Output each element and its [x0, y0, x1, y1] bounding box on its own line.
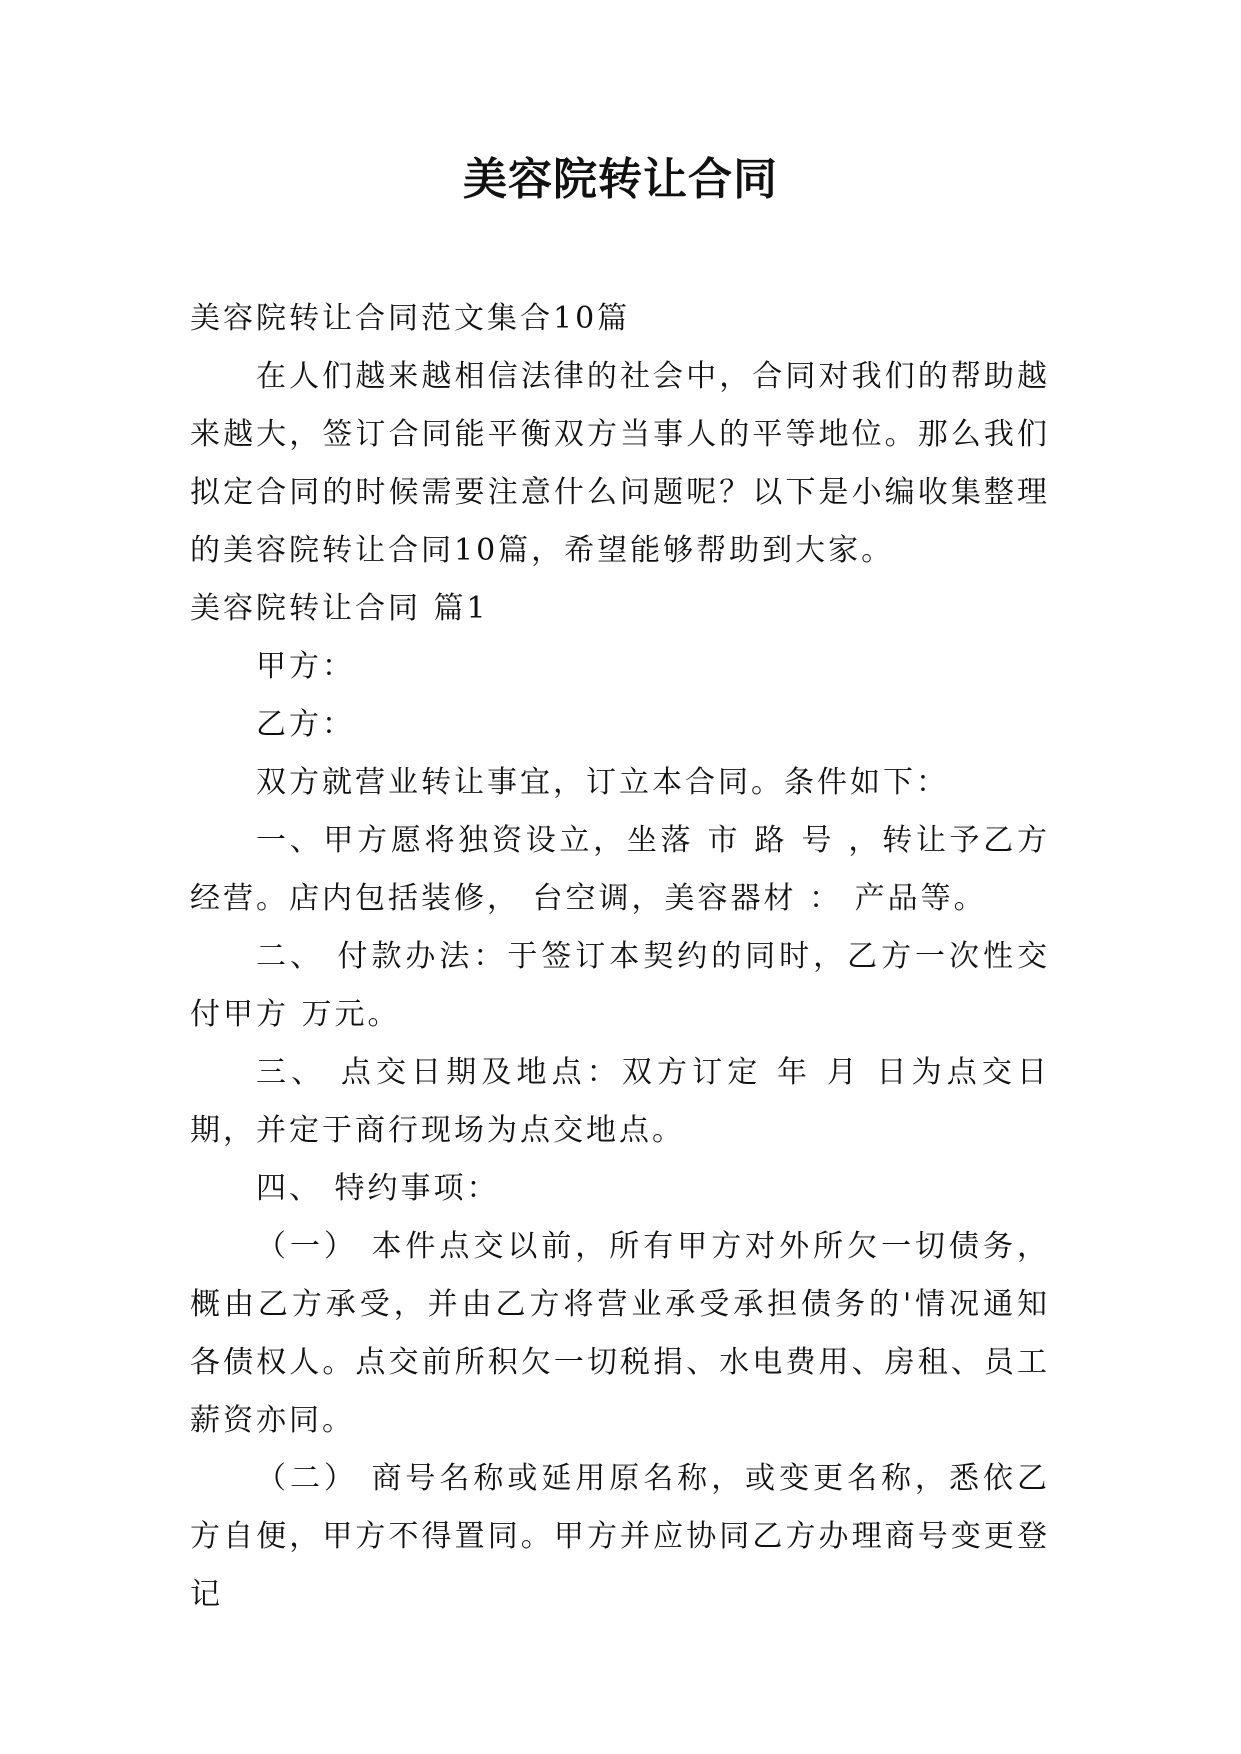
paragraph: 甲方： — [256, 649, 355, 684]
paragraph: 在人们越来越相信法律的社会中，合同对我们的帮助越来越大，签订合同能平衡双方当事人的平等地位。那么我们拟定合同的时候需要注意什么问题呢？以下是小编收集整理的美容院转让合同10篇，希望能够帮助到大家。 — [190, 359, 1050, 568]
paragraph: 美容院转让合同范文集合10篇 — [190, 301, 631, 336]
section-heading: 美容院转让合同 篇1 — [190, 591, 489, 626]
paragraph: （二） 商号名称或延用原名称，或变更名称，悉依乙方自便，甲方不得置同。甲方并应协同乙方办理商号变更登记 — [190, 1461, 1050, 1612]
paragraph: 双方就营业转让事宜，订立本合同。条件如下： — [256, 765, 949, 800]
document-body — [190, 290, 1050, 1624]
paragraph: 二、 付款办法：于签订本契约的同时，乙方一次性交付甲方 万元。 — [190, 939, 1050, 1032]
paragraph: 三、 点交日期及地点：双方订定 年 月 日为点交日期，并定于商行现场为点交地点。 — [190, 1055, 1050, 1148]
document-title: 美容院转让合同 — [463, 154, 778, 205]
paragraph: 一、甲方愿将独资设立，坐落 市 路 号 ，转让予乙方经营。店内包括装修， 台空调，美容器材 ： 产品等。 — [190, 823, 1050, 916]
paragraph: 四、 特约事项： — [256, 1171, 500, 1206]
paragraph: 乙方： — [256, 707, 355, 742]
paragraph: （一） 本件点交以前，所有甲方对外所欠一切债务，概由乙方承受，并由乙方将营业承受承担债务的'情况通知各债权人。点交前所积欠一切税捐、水电费用、房租、员工薪资亦同。 — [190, 1229, 1050, 1438]
